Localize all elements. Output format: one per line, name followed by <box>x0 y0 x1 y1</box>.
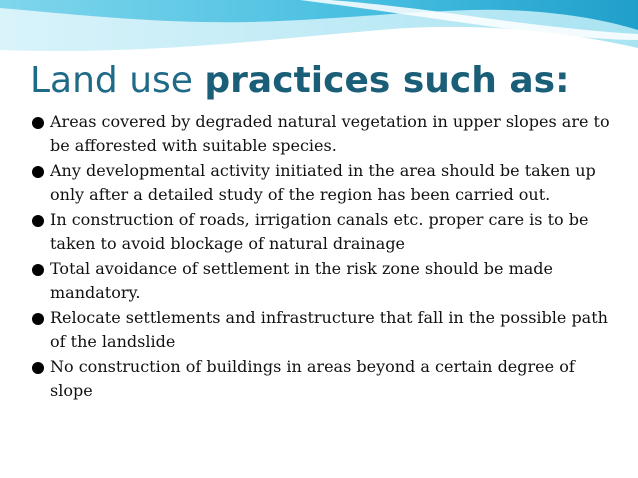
bullet-dot-icon <box>32 362 44 374</box>
bullet-text: Areas covered by degraded natural vegetation in upper slopes are to be afforested with suitable species. <box>50 112 610 155</box>
bullet-text: In construction of roads, irrigation canals etc. proper care is to be taken to avoid blockage of natural drainage <box>50 210 589 253</box>
bullet-dot-icon <box>32 117 44 129</box>
bullet-text: Any developmental activity initiated in the area should be taken up only after a detailed study of the region has been carried out. <box>50 161 596 204</box>
bullet-text: No construction of buildings in areas beyond a certain degree of slope <box>50 357 575 400</box>
bullet-text: Relocate settlements and infrastructure that fall in the possible path of the landslide <box>50 308 608 351</box>
slide-title-bold: practices such as: <box>204 60 570 101</box>
bullet-item <box>32 110 622 157</box>
bullet-dot-icon <box>32 313 44 325</box>
bullet-dot-icon <box>32 264 44 276</box>
bullet-dot-icon <box>32 166 44 178</box>
bullet-list <box>32 110 622 404</box>
bullet-item <box>32 257 622 304</box>
bullet-item <box>32 355 622 402</box>
slide-title-regular: Land use <box>30 60 205 101</box>
bullet-text: Total avoidance of settlement in the risk zone should be made mandatory. <box>50 259 553 302</box>
slide-title <box>30 58 570 104</box>
bullet-item <box>32 159 622 206</box>
bullet-dot-icon <box>32 215 44 227</box>
bullet-item <box>32 306 622 353</box>
bullet-item <box>32 208 622 255</box>
